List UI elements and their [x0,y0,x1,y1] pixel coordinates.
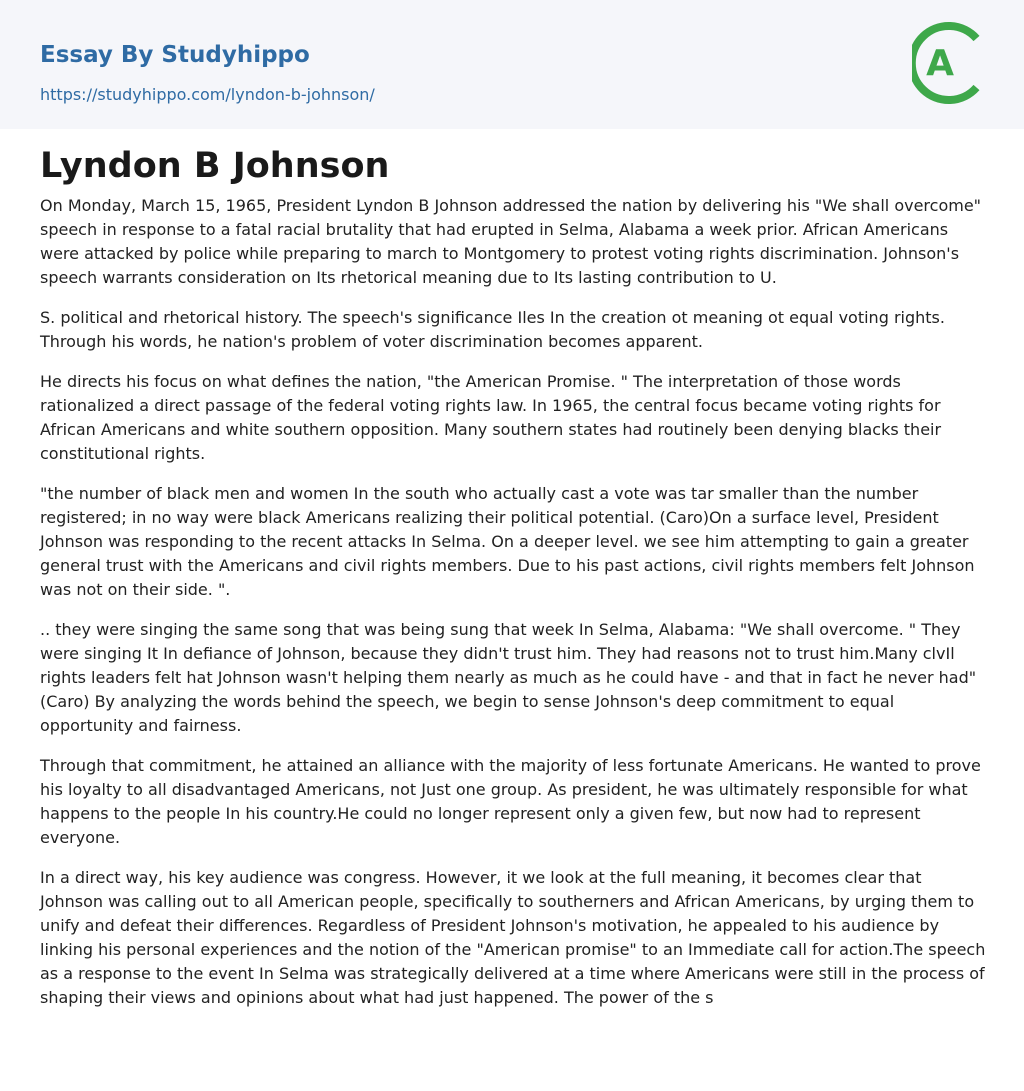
essay-paragraph: "the number of black men and women In the south who actually cast a vote was tar smaller than the number registered; in no way were black Americans realizing their political potential. (Caro)On a surface level, President Johnson was responding to the recent attacks In Selma. On a deeper level. we see him attempting to gain a greater general trust with the Americans and civil rights members. Due to his past actions, civil rights members felt Johnson was not on their side. ". [40,484,975,599]
essay-paragraph: .. they were singing the same song that was being sung that week In Selma, Alabama: "We shall overcome. " They were singing It In defiance of Johnson, because they didn't trust him. They had reasons not to trust him.Many clvIl rights leaders felt hat Johnson wasn't helping them nearly as much as he could have - and that in fact he never had" (Caro) By analyzing the words behind the speech, we begin to sense Johnson's deep commitment to equal opportunity and fairness. [40,620,977,735]
essay-paragraph: S. political and rhetorical history. The speech's significance Iles In the creation ot meaning ot equal voting rights. Through his words, he nation's problem of voter discrimination becomes apparent. [40,308,945,351]
essay-url-link[interactable]: https://studyhippo.com/lyndon-b-johnson/ [40,85,375,104]
essay-paragraph: He directs his focus on what defines the nation, "the American Promise. " The interpretation of those words rationalized a direct passage of the federal voting rights law. In 1965, the central focus became voting rights for African Americans and white southern opposition. Many southern states had routinely been denying blacks their constitutional rights. [40,372,942,463]
logo-letter: A [926,43,954,84]
essay-body [40,194,986,1026]
studyhippo-logo-icon[interactable] [912,20,988,106]
essay-paragraph: On Monday, March 15, 1965, President Lyndon B Johnson addressed the nation by delivering his "We shall overcome" speech in response to a fatal racial brutality that had erupted in Selma, Alabama a week prior. African Americans were attacked by police while preparing to march to Montgomery to protest voting rights discrimination. Johnson's speech warrants consideration on Its rhetorical meaning due to Its lasting contribution to U. [40,196,982,287]
page-header [0,0,1024,129]
essay-paragraph: Through that commitment, he attained an alliance with the majority of less fortunate Americans. He wanted to prove his loyalty to all disadvantaged Americans, not Just one group. As president, he was ultimately responsible for what happens to the people In his country.He could no longer represent only a given few, but now had to represent everyone. [40,756,981,847]
essay-paragraph: In a direct way, his key audience was congress. However, it we look at the full meaning, it becomes clear that Johnson was calling out to all American people, specifically to southerners and African Americans, by urging them to unify and defeat their differences. Regardless of President Johnson's motivation, he appealed to his audience by linking his personal experiences and the notion of the "American promise" to an Immediate call for action.The speech as a response to the event In Selma was strategically delivered at a time where Americans were still in the process of shaping their views and opinions about what had just happened. The power of the s [40,868,986,1007]
site-brand[interactable]: Essay By Studyhippo [40,42,310,68]
page-title: Lyndon B Johnson [40,146,390,186]
